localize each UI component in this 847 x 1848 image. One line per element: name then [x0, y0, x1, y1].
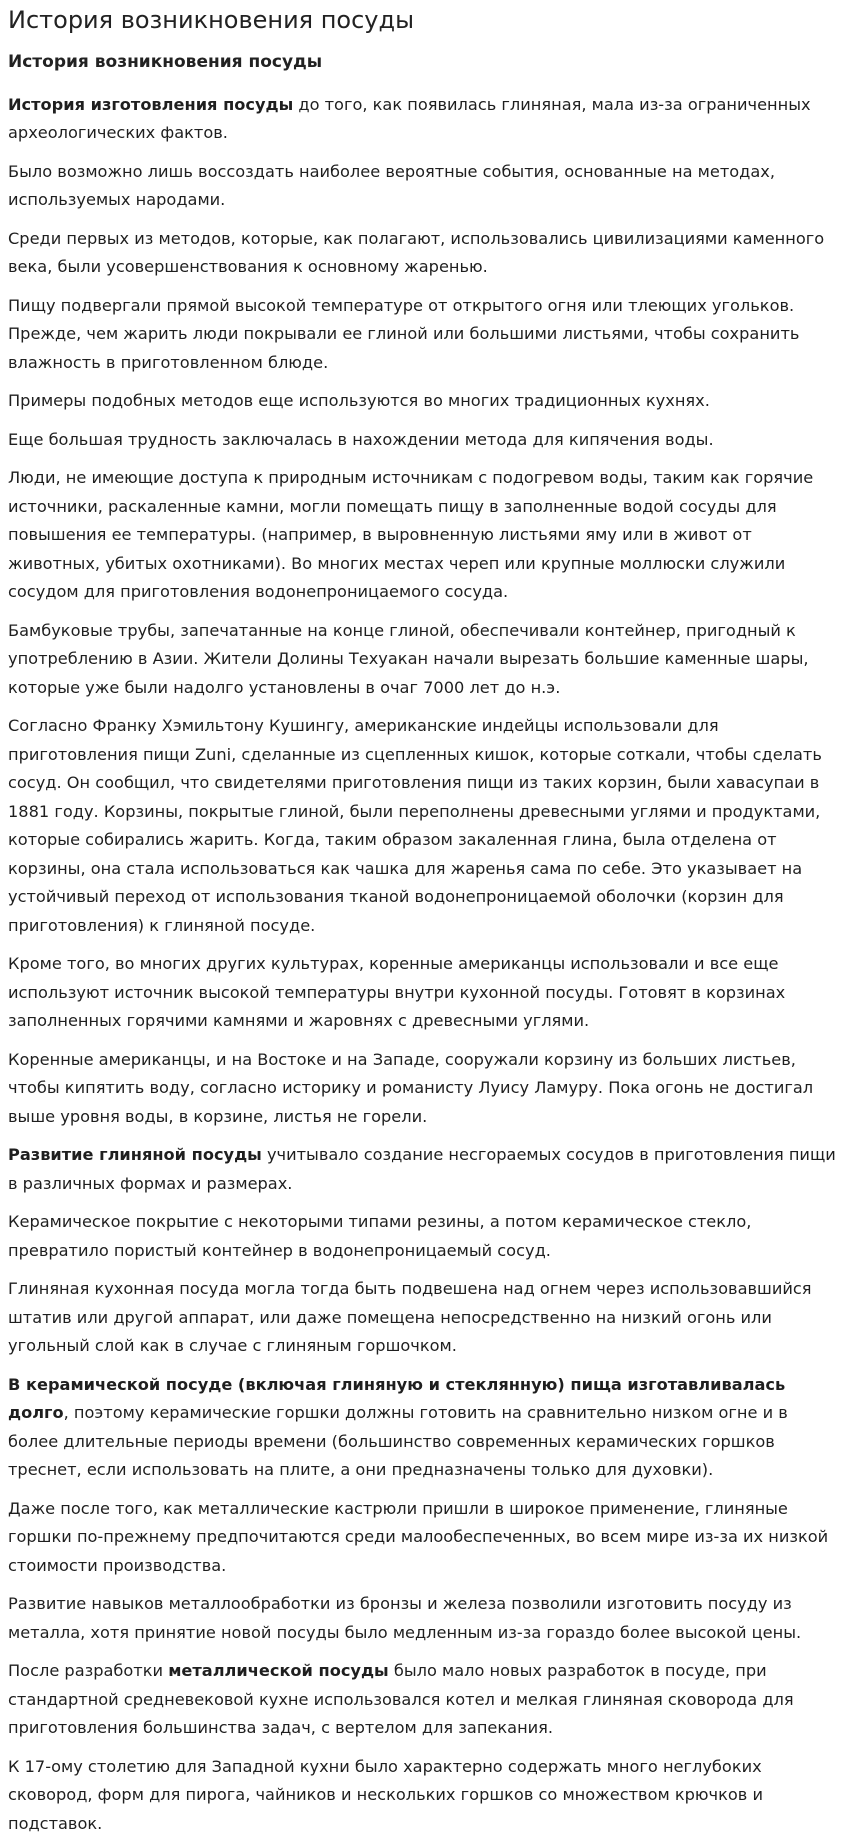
paragraph-9: [8, 712, 839, 940]
paragraph-12: [8, 1141, 839, 1198]
paragraph-11: [8, 1046, 839, 1132]
paragraph-16: [8, 1495, 839, 1581]
article: [8, 51, 839, 1839]
paragraph-text: Среди первых из методов, которые, как полагают, использовались цивилизациями каменного века, были усовершенствования к основному жаренью.: [8, 228, 825, 277]
paragraph-text: Согласно Франку Хэмильтону Кушингу, американские индейцы использовали для приготовления пищи Zuni, сделанные из сцепленных кишок, которые соткали, чтобы сделать сосуд. Он сообщил, что свидетелями приготовления пищи из таких корзин, были хавасупаи в 1881 году. Корзины, покрытые глиной, были переполнены древесными углями и продуктами, которые собирались жарить. Когда, таким образом закаленная глина, была отделена от корзины, она стала использоваться как чашка для жаренья сама по себе. Это указывает на устойчивый переход от использования тканой водонепроницаемой оболочки (корзин для приготовления) к глиняной посуде.: [8, 716, 822, 935]
paragraph-6: [8, 426, 839, 455]
paragraph-13: [8, 1208, 839, 1265]
paragraph-19: [8, 1753, 839, 1839]
paragraph-2: [8, 158, 839, 215]
paragraph-5: [8, 387, 839, 416]
paragraph-text: Еще большая трудность заключалась в нахождении метода для кипячения воды.: [8, 429, 714, 449]
paragraph-text: Развитие навыков металлообработки из бронзы и железа позволили изготовить посуду из металла, хотя принятие новой посуды было медленным из-за гораздо более высокой цены.: [8, 1594, 802, 1642]
paragraph-text: Пищу подвергали прямой высокой температуре от открытого огня или тлеющих угольков. Прежде, чем жарить люди покрывали ее глиной или большими листьями, чтобы сохранить влажность в приготовленном блюде.: [8, 295, 800, 372]
paragraph-1: [8, 91, 839, 148]
paragraph-15: [8, 1371, 839, 1485]
paragraph-text: до того, как появилась глиняная, мала из-за ограниченных археологических фактов.: [8, 94, 811, 143]
paragraph-text: Примеры подобных методов еще используются во многих традиционных кухнях.: [8, 391, 710, 411]
paragraph-17: [8, 1590, 839, 1647]
paragraph-text: Было возможно лишь воссоздать наиболее вероятные события, основанные на методах, используемых народами.: [8, 161, 775, 210]
paragraph-text: Глиняная кухонная посуда могла тогда быть подвешена над огнем через использовавшийся штатив или другой аппарат, или даже помещена непосредственно на низкий огонь или угольный слой как в случае с глиняным горшочком.: [8, 1279, 812, 1356]
paragraph-text: Даже после того, как металлические кастрюли пришли в широкое применение, глиняные горшки по-прежнему предпочитаются среди малообеспеченных, во всем мире из-за их низкой стоимости производства.: [8, 1498, 829, 1575]
paragraph-4: [8, 292, 839, 378]
paragraph-10: [8, 950, 839, 1036]
paragraph-lead: История изготовления посуды: [8, 94, 294, 114]
page-title: История возникновения посуды: [8, 6, 415, 34]
paragraph-text: учитывало создание несгораемых сосудов в приготовления пищи в различных формах и размерах.: [8, 1145, 836, 1193]
paragraph-7: [8, 464, 839, 607]
paragraph-lead: металлической посуды: [168, 1661, 389, 1681]
paragraph-text: Коренные американцы, и на Востоке и на Западе, сооружали корзину из больших листьев, чтобы кипятить воду, согласно историку и романисту Луису Ламуру. Пока огонь не достигал выше уровня воды, в корзине, листья не горели.: [8, 1049, 814, 1126]
paragraph-text: , поэтому керамические горшки должны готовить на сравнительно низком огне и в более длительные периоды времени (большинство современных керамических горшков треснет, если использовать на плите, а они предназначены только для духовки).: [8, 1403, 788, 1480]
paragraph-text: было мало новых разработок в посуде, при стандартной средневековой кухне использовался котел и мелкая глиняная сковорода для приготовления большинства задач, с вертелом для запекания.: [8, 1661, 794, 1738]
paragraph-pre: После разработки: [8, 1661, 169, 1681]
paragraph-lead: В керамической посуде (включая глиняную и стеклянную) пища изготавливалась долго: [8, 1374, 786, 1423]
paragraph-text: Бамбуковые трубы, запечатанные на конце глиной, обеспечивали контейнер, пригодный к употреблению в Азии. Жители Долины Техуакан начали вырезать большие каменные шары, которые уже были надолго установлены в очаг 7000 лет до н.э.: [8, 620, 809, 697]
paragraph-text: Люди, не имеющие доступа к природным источникам с подогревом воды, таким как горячие источники, раскаленные камни, могли помещать пищу в заполненные водой сосуды для повышения ее температуры. (например, в выровненную листьями яму или в живот от животных, убитых охотниками). Во многих местах череп или крупные моллюски служили сосудом для приготовления водонепроницаемого сосуда.: [8, 468, 814, 602]
paragraph-8: [8, 617, 839, 703]
paragraph-text: Кроме того, во многих других культурах, коренные американцы использовали и все еще используют источник высокой температуры внутри кухонной посуды. Готовят в корзинах заполненных горячими камнями и жаровнях с древесными углями.: [8, 954, 786, 1031]
paragraph-text: Керамическое покрытие с некоторыми типами резины, а потом керамическое стекло, превратило пористый контейнер в водонепроницаемый сосуд.: [8, 1212, 752, 1260]
paragraph-3: [8, 225, 839, 282]
paragraph-14: [8, 1275, 839, 1361]
paragraph-18: [8, 1657, 839, 1743]
article-heading: История возникновения посуды: [8, 51, 323, 72]
paragraph-lead: Развитие глиняной посуды: [8, 1145, 262, 1165]
paragraph-text: К 17-ому столетию для Западной кухни было характерно содержать много неглубоких сковород, форм для пирога, чайников и нескольких горшков со множеством крючков и подставок.: [8, 1756, 763, 1833]
